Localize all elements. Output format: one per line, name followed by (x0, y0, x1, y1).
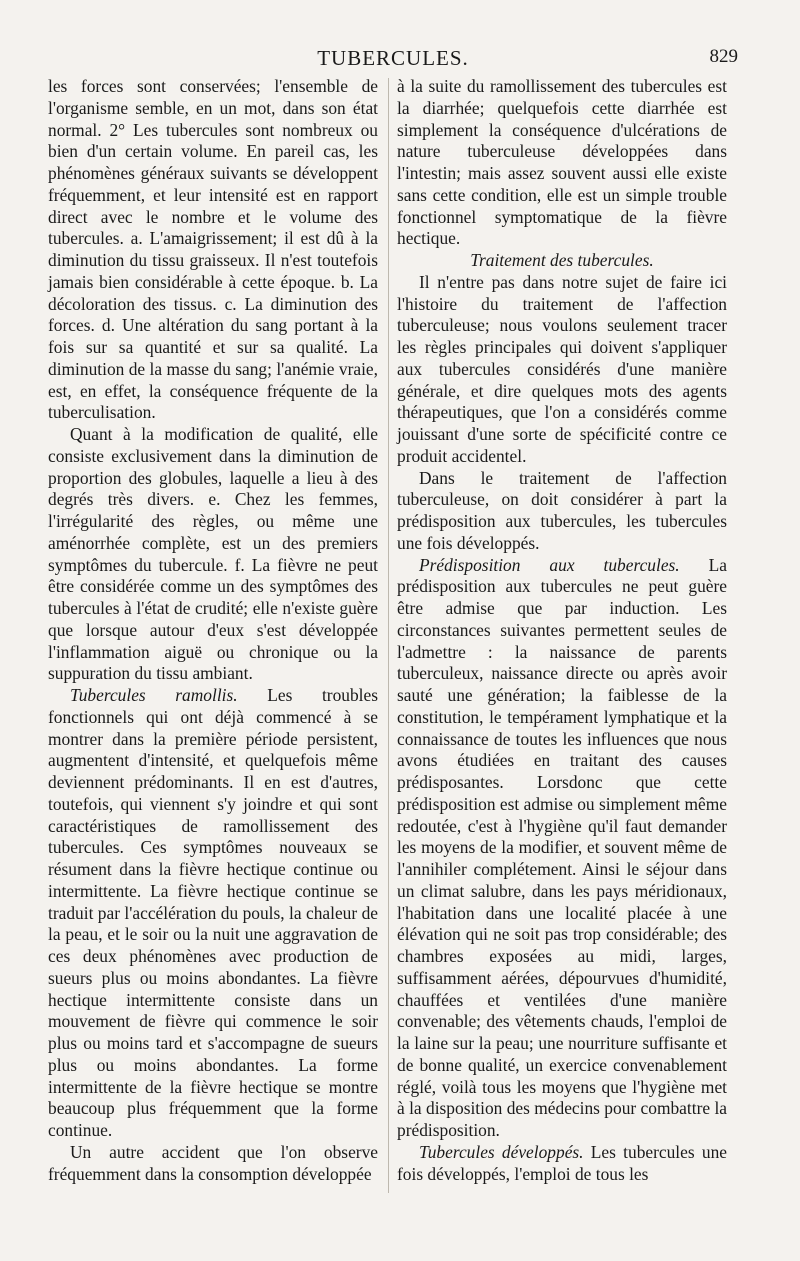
subsection-heading-tubercules-ramollis: Tubercules ramollis. (70, 685, 238, 705)
left-paragraph-1: les forces sont conservées; l'ensemble de l'organisme semble, en un mot, dans son état normal. 2° Les tubercules sont nombreux ou bien d'un certain volume. En pareil cas, les phénomènes généraux suivants se développent fréquemment, et leur intensité est en rapport direct avec le nombre et le volume des tubercules. a. L'amaigrissement; il est dû à la diminution du tissu graisseux. Il n'est toutefois jamais bien considérable à cette époque. b. La décoloration des tissus. c. La diminution des forces. d. Une altération du sang portant à la fois sur sa quantité et sur sa qualité. La diminution de la masse du sang; l'anémie vraie, est, en effet, la conséquence fréquente de la tuberculisation. (48, 76, 378, 423)
page-number: 829 (709, 46, 738, 67)
right-paragraph-4-text: La prédisposition aux tubercules ne peut guère être admise que par induction. Les circonstances suivantes permettent seules de l'admettre : la naissance de parents tuberculeux, naissance directe ou après avoir sauté une génération; la faiblesse de la constitution, le tempérament lymphatique et la connaissance de toutes les influences que nous avons étudiées en traitant des causes prédisposantes. Lorsdonc que cette prédisposition est admise ou simplement même redoutée, c'est à l'hygiène qu'il faut demander les moyens de la modifier, et souvent même de l'annihiler complétement. Ainsi le séjour dans un climat salubre, dans les pays méridionaux, l'habitation dans une localité placée à une élévation qui ne soit pas trop considérable; des chambres exposées au midi, larges, suffisamment aérées, dépourvues d'humidité, chauffées et ventilées d'une manière convenable; des vêtements chauds, l'emploi de la laine sur la peau; une nourriture suffisante et de bonne qualité, un exercice convenablement réglé, voilà tous les moyens que l'hygiène met à la disposition des médecins pour combattre la prédisposition. (397, 554, 727, 1140)
left-paragraph-3-text: Les troubles fonctionnels qui ont déjà commencé à se montrer dans la première période persistent, augmentent d'intensité, et quelquefois même deviennent prédominants. Il en est d'autres, toutefois, qui viennent s'y joindre et qui sont caractéristiques de ramollissement des tubercules. Ces symptômes nouveaux se résument dans la fièvre hectique continue ou intermittente. La fièvre hectique continue se traduit par l'accélération du pouls, la chaleur de la peau, et le soir ou la nuit une aggravation de ces deux phénomènes avec production de sueurs plus ou moins abondantes. La fièvre hectique intermittente consiste dans un mouvement de fièvre qui commence le soir plus ou moins tard et s'accompagne de sueurs plus ou moins abondantes. La forme intermittente de la fièvre hectique se montre beaucoup plus fréquemment que la forme continue. (48, 685, 378, 1140)
right-paragraph-5 (397, 1142, 727, 1186)
right-paragraph-2: Il n'entre pas dans notre sujet de faire ici l'histoire du traitement de l'affection tuberculeuse; nous voulons seulement tracer les règles principales qui doivent s'appliquer aux tubercules considérés d'une manière générale, et dire quelques mots des agents thérapeutiques, que l'on a considérés comme jouissant d'une sorte de spécificité contre ce produit accidentel. (397, 271, 727, 466)
running-title: TUBERCULES. (317, 46, 469, 70)
left-paragraph-3 (48, 685, 378, 1142)
right-paragraph-1: à la suite du ramollissement des tubercules est la diarrhée; quelquefois cette diarrhée est simplement la conséquence d'ulcérations de nature tuberculeuse développées dans l'intestin; mais assez souvent aussi elle existe sans cette condition, elle est un simple trouble fonctionnel symptomatique de la fièvre hectique. (397, 76, 727, 249)
right-paragraph-5-text: Les tubercules une fois développés, l'emploi de tous les (397, 1141, 727, 1184)
subsection-heading-tubercules-developpes: Tubercules développés. (419, 1141, 584, 1162)
right-paragraph-3: Dans le traitement de l'affection tuberculeuse, on doit considérer à part la prédisposition aux tubercules, les tubercules une fois développés. (397, 467, 727, 553)
subsection-heading-predisposition: Prédisposition aux tubercules. (419, 554, 680, 575)
column-divider (388, 78, 389, 1193)
section-heading-traitement: Traitement des tubercules. (470, 250, 654, 270)
right-paragraph-4 (397, 555, 727, 1142)
left-column (48, 76, 378, 1185)
running-head (48, 44, 738, 74)
left-paragraph-2: Quant à la modification de qualité, elle consiste exclusivement dans la diminution de proportion des globules, laquelle a lieu à des degrés très divers. e. Chez les femmes, l'irrégularité des règles, ou même une aménorrhée complète, est un des premiers symptômes du tubercule. f. La fièvre ne peut être considérée comme un des symptômes des tubercules à l'état de crudité; elle n'existe guère que lorsque autour d'eux s'est développée l'inflammation aiguë ou chronique ou la suppuration du tissu ambiant. (48, 424, 378, 684)
left-paragraph-4: Un autre accident que l'on observe fréquemment dans la consomption développée (48, 1141, 378, 1184)
right-column (397, 76, 727, 1185)
